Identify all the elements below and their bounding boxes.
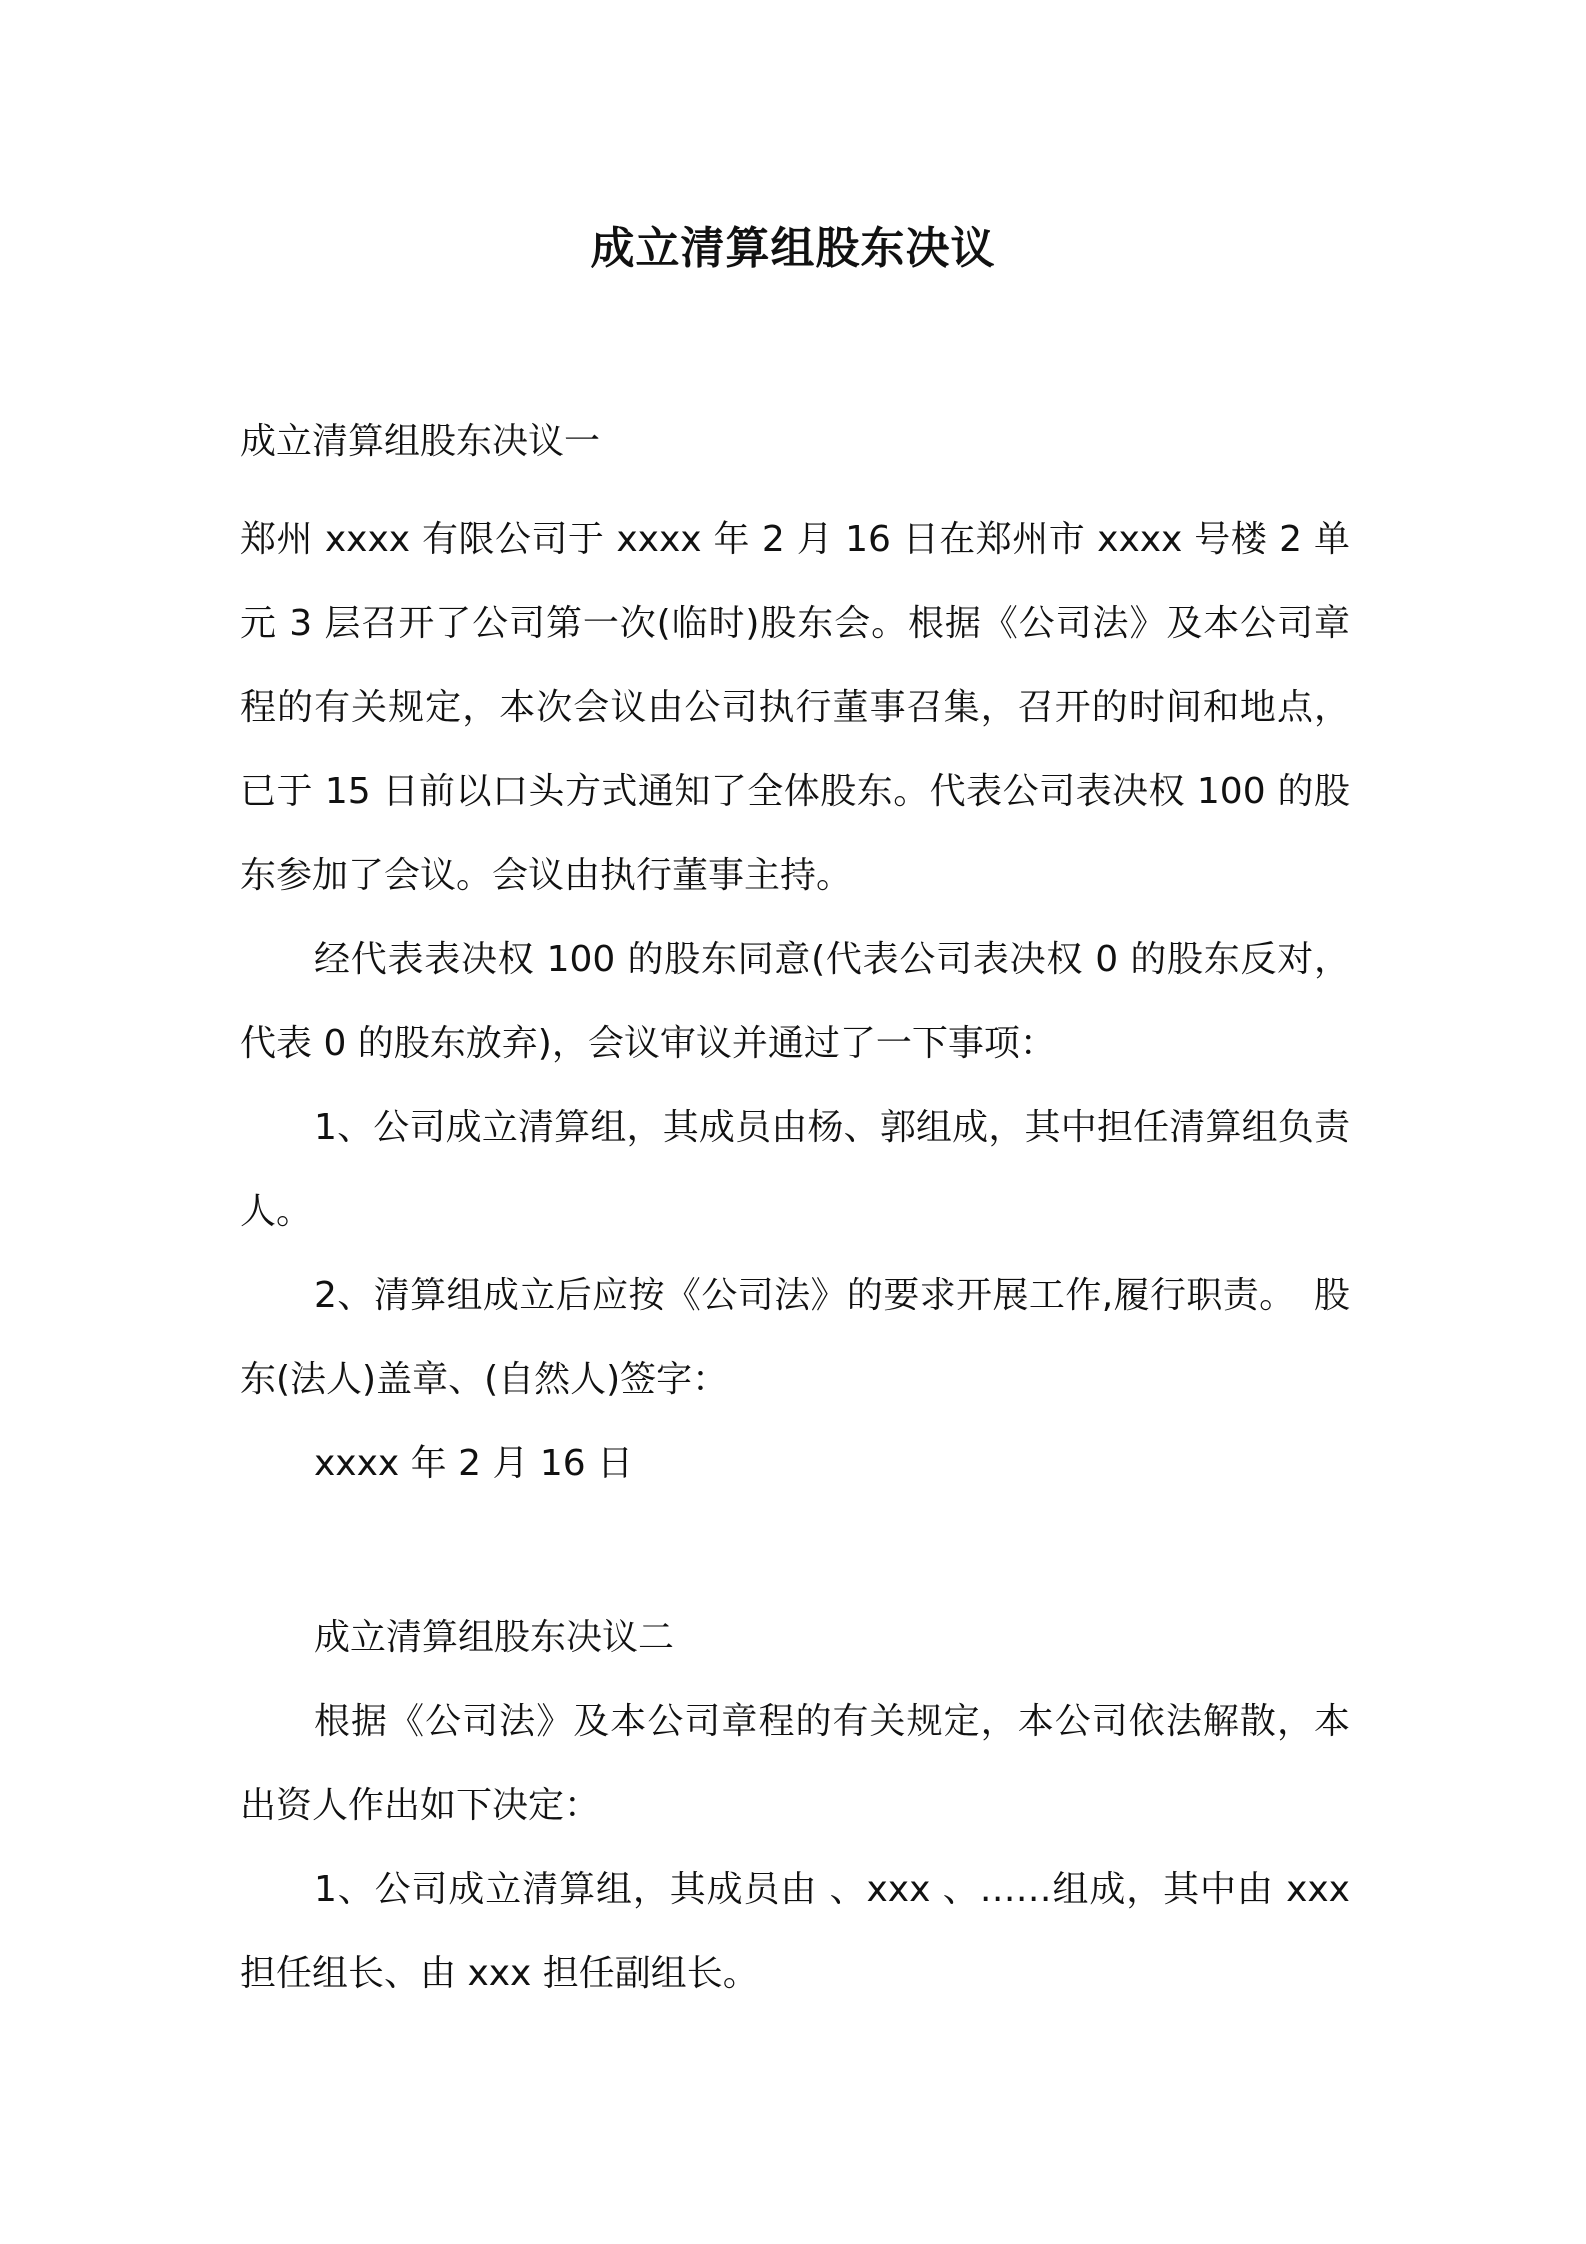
resolution-one-heading: 成立清算组股东决议一	[240, 421, 601, 462]
resolution-two-item-1: 1、公司成立清算组，其成员由 、xxx 、……组成，其中由 xxx 担任组长、由 xxx 担任副组长。	[240, 1869, 1350, 1994]
resolution-two-paragraph-1: 根据《公司法》及本公司章程的有关规定，本公司依法解散，本出资人作出如下决定：	[240, 1701, 1350, 1826]
resolution-one-item-1: 1、公司成立清算组，其成员由杨、郭组成，其中担任清算组负责人。	[240, 1107, 1350, 1232]
resolution-one-item-2: 2、清算组成立后应按《公司法》的要求开展工作,履行职责。 股东(法人)盖章、(自然人)签字：	[240, 1275, 1350, 1400]
resolution-one-paragraph-1: 郑州 xxxx 有限公司于 xxxx 年 2 月 16 日在郑州市 xxxx 号楼 2 单元 3 层召开了公司第一次(临时)股东会。根据《公司法》及本公司章程的有关规定，本次会议由公司执行董事召集，召开的时间和地点，已于 15 日前以口头方式通知了全体股东。代表公司表决权 100 的股东参加了会议。会议由执行董事主持。	[240, 519, 1350, 896]
resolution-one-date: xxxx 年 2 月 16 日	[314, 1443, 634, 1484]
document-title: 成立清算组股东决议	[590, 223, 996, 274]
resolution-one-paragraph-2: 经代表表决权 100 的股东同意(代表公司表决权 0 的股东反对，代表 0 的股东放弃)，会议审议并通过了一下事项：	[240, 939, 1350, 1064]
resolution-two-heading: 成立清算组股东决议二	[314, 1617, 675, 1658]
document-body	[240, 400, 1350, 2016]
